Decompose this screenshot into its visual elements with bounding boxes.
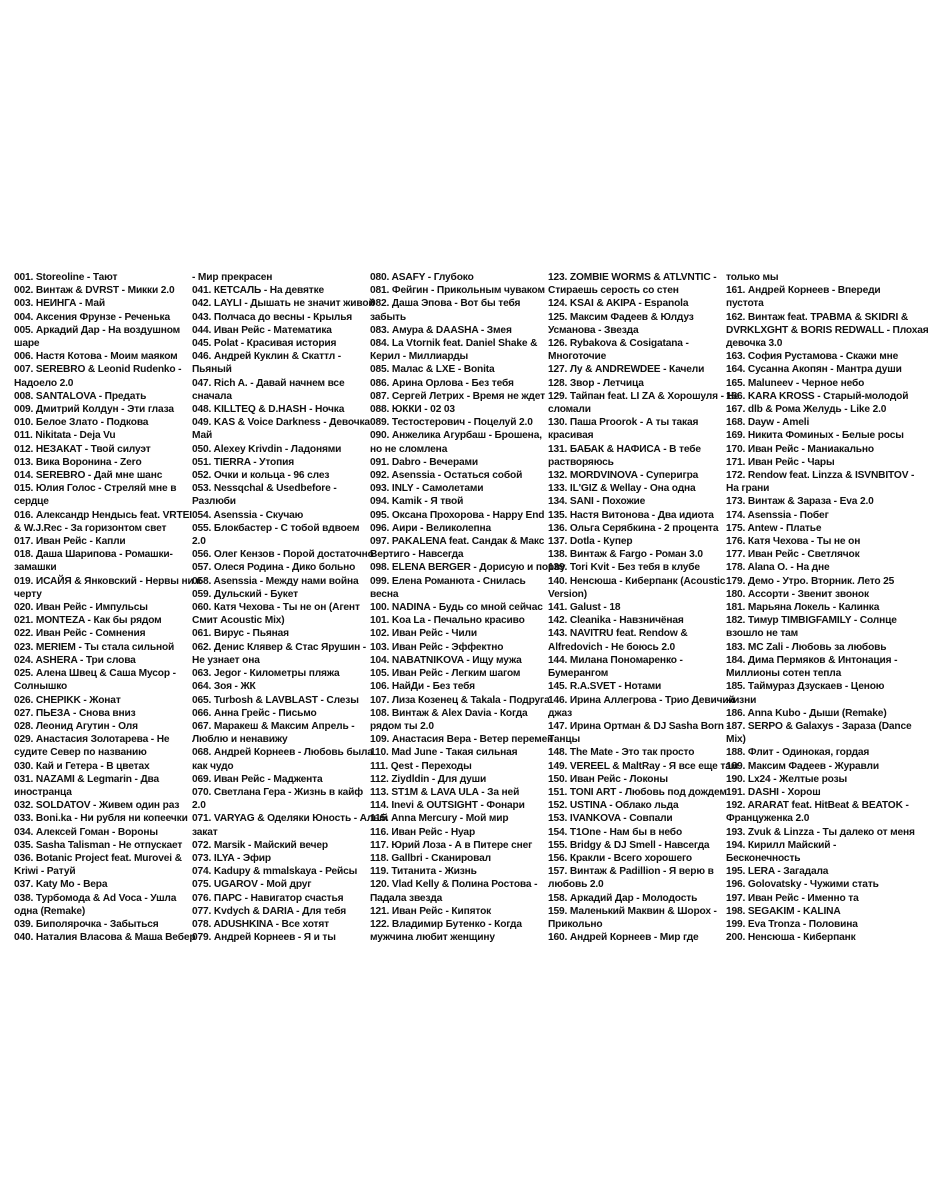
track-line: 144. Милана Пономаренко - [548,654,683,666]
track-line: красивая [548,430,594,442]
track-line: забыть [370,311,406,323]
track-line: - Мир прекрасен [192,272,273,283]
track-line: 175. Antew - Платье [726,522,822,534]
track-line: Version) [548,588,587,600]
track-line: 067. Маракеш & Максим Апрель - [192,720,355,732]
track-line: 097. PAKALENA feat. Сандак & Макс [370,536,545,548]
track-line: 135. Настя Витонова - Два идиота [548,509,714,521]
track-line: 119. Титанита - Жизнь [370,866,477,878]
track-line: 129. Тайпан feat. LI ZA & Хорошуля - Не [548,390,740,402]
track-line: 132. MORDVINOVA - Суперигра [548,470,699,482]
track-line: 141. Galust - 18 [548,602,621,614]
track-line: Солнышко [14,681,68,693]
track-line: 163. София Рустамова - Скажи мне [726,351,899,363]
track-line: 006. Настя Котова - Моим маяком [14,351,178,363]
track-line: 177. Иван Рейс - Светлячок [726,549,860,561]
track-line: 038. Турбомода & Ad Voca - Ушла [14,892,177,904]
track-line: 044. Иван Рейс - Математика [192,324,332,336]
track-line: одна (Remake) [14,905,86,917]
track-line: Стираешь серость со стен [548,285,679,297]
track-line: шаре [14,338,40,350]
track-line: 053. Nessqchal & Usedbefore - [192,483,337,495]
track-line: 070. Светлана Гера - Жизнь в кайф [192,786,364,798]
track-line: 057. Олеся Родина - Дико больно [192,562,356,574]
track-line: 090. Анжелика Агурбаш - Брошена, [370,430,542,442]
track-line: 116. Иван Рейс - Нуар [370,826,476,838]
track-line: 156. Кракли - Всего хорошего [548,852,692,864]
track-line: 170. Иван Рейс - Маниакально [726,443,874,455]
track-line: 084. La Vtornik feat. Daniel Shake & [370,338,538,350]
track-line: 147. Ирина Ортман & DJ Sasha Born - [548,720,730,732]
track-line: 188. Флит - Одинокая, гордая [726,747,870,759]
track-line: Надоело 2.0 [14,377,74,389]
track-line: 136. Ольга Серябкина - 2 процента [548,522,719,534]
track-line: 128. Звор - Летчица [548,377,644,389]
track-line: 027. ПЬЕЗА - Снова вниз [14,707,136,719]
track-line: 125. Максим Фадеев & Юлдуз [548,311,694,323]
track-line: 022. Иван Рейс - Сомнения [14,628,146,640]
track-line: 012. НЕЗАКАТ - Твой силуэт [14,443,151,455]
track-line: закат [192,826,218,838]
track-line: 183. MC Zali - Любовь за любовь [726,641,887,653]
track-line: 040. Наталия Власова & Маша Вебер [14,932,196,944]
track-line: 066. Анна Грейс - Письмо [192,707,317,719]
track-line: только мы [726,272,779,283]
track-line: 074. Kadupy & mmalskaya - Рейсы [192,866,358,878]
track-line: 096. Аири - Великолепна [370,522,492,534]
track-line: сердце [14,496,49,508]
track-line: 021. MONTEZA - Как бы рядом [14,615,162,627]
track-line: 078. ADUSHKINA - Все хотят [192,918,330,930]
track-line: 2.0 [192,536,206,548]
track-line: 009. Дмитрий Колдун - Эти глаза [14,404,174,416]
track-line: 161. Андрей Корнеев - Впереди [726,285,881,297]
track-line: 002. Винтаж & DVRST - Микки 2.0 [14,285,175,297]
track-line: 034. Алексей Гоман - Вороны [14,826,158,838]
track-line: 191. DASHI - Хорош [726,786,821,798]
track-line: 120. Vlad Kelly & Полина Ростова - [370,879,538,891]
track-line: 123. ZOMBIE WORMS & ATLVNTIC - [548,272,717,283]
track-line: 014. SEREBRO - Дай мне шанс [14,470,163,482]
track-line: 149. VEREEL & MaltRay - Я все еще там [548,760,739,772]
track-line: Май [192,430,213,442]
track-line: 077. Kvdych & DARIA - Для тебя [192,905,347,917]
track-line: 050. Alexey Krivdin - Ладонями [192,443,342,455]
track-line: 160. Андрей Корнеев - Мир где [548,932,699,944]
track-line: 039. Биполярочка - Забыться [14,918,159,930]
track-line: Бесконечность [726,852,801,864]
track-line: 004. Аксения Фрунзе - Реченька [14,311,170,323]
track-line: 194. Кирилл Майский - [726,839,837,851]
track-line: 148. The Mate - Это так просто [548,747,695,759]
track-line: 045. Polat - Красивая история [192,338,337,350]
track-line: 186. Anna Kubo - Дыши (Remake) [726,707,887,719]
track-line: Вертиго - Навсегда [370,549,464,561]
track-line: 199. Eva Tronza - Половина [726,918,858,930]
track-line: 195. LERA - Загадала [726,866,829,878]
track-line: 089. Тестостерович - Поцелуй 2.0 [370,417,533,429]
track-line: Пьяный [192,364,232,376]
track-line: 197. Иван Рейс - Именно та [726,892,859,904]
track-line: 155. Bridgy & DJ Smell - Навсегда [548,839,710,851]
track-line: Прикольно [548,918,603,930]
track-line: 048. KILLTEQ & D.HASH - Ночка [192,404,345,416]
track-line: 091. Dabro - Вечерами [370,456,479,468]
track-line: 151. TONI ART - Любовь под дождем [548,786,727,798]
track-line: 083. Амура & DAASHA - Змея [370,324,512,336]
track-line: 159. Маленький Маквин & Шорох - [548,905,717,917]
track-line: 193. Zvuk & Linzza - Ты далеко от меня [726,826,915,838]
track-line: иностранца [14,786,72,798]
track-line: Люблю и ненавижу [192,734,288,746]
track-line: 094. Kamik - Я твой [370,496,464,508]
track-line: 095. Оксана Прохорова - Happy End [370,509,545,521]
track-line: 143. NAVITRU feat. Rendow & [548,628,688,640]
track-line: 098. ELENA BERGER - Дорисую и порву [370,562,566,574]
track-list-page [14,271,929,944]
track-line: 052. Очки и кольца - 96 слез [192,470,330,482]
track-column-5 [726,271,929,944]
track-line: 196. Golovatsky - Чужими стать [726,879,879,891]
track-line: Разлюби [192,496,236,508]
track-line: судите Север по названию [14,747,147,759]
track-line: 072. Marsik - Майский вечер [192,839,328,851]
track-line: 020. Иван Рейс - Импульсы [14,602,148,614]
track-line: 171. Иван Рейс - Чары [726,456,835,468]
track-line: 165. Maluneev - Черное небо [726,377,865,389]
track-line: как чудо [192,760,234,772]
track-line: 032. SOLDATOV - Живем один раз [14,800,180,812]
track-line: 178. Alana O. - На дне [726,562,830,574]
track-line: 003. НЕИНГА - Май [14,298,106,310]
track-line: 005. Аркадий Дар - На воздушном [14,324,181,336]
track-line: 080. ASAFY - Глубоко [370,272,474,283]
track-line: 071. VARYAG & Оделяки Юность - Алый [192,813,388,825]
track-line: 001. Storeoline - Тают [14,272,118,283]
track-line: Mix) [726,734,746,746]
track-line: 117. Юрий Лоза - А в Питере снег [370,839,533,851]
track-line: 169. Никита Фоминых - Белые росы [726,430,904,442]
track-line: 029. Анастасия Золотарева - Не [14,734,170,746]
track-line: 046. Андрей Куклин & Скаттл - [192,351,341,363]
track-line: 007. SEREBRO & Leonid Rudenko - [14,364,182,376]
track-line: 099. Елена Романюта - Снилась [370,575,526,587]
track-line: растворяюсь [548,456,614,468]
track-line: 115. Anna Mercury - Мой мир [370,813,509,825]
track-line: 061. Вирус - Пьяная [192,628,289,640]
track-line: 200. Ненсюша - Киберпанк [726,932,856,944]
track-line: 192. ARARAT feat. HitBeat & BEATOK - [726,800,909,812]
track-line: 019. ИСАЙЯ & Янковский - Нервы ни к [14,575,202,587]
track-line: 065. Turbosh & LAVBLAST - Слезы [192,694,359,706]
track-line: 138. Винтаж & Fargo - Роман 3.0 [548,549,703,561]
track-line: 139. Tori Kvit - Без тебя в клубе [548,562,700,574]
track-line: 153. IVANKOVA - Совпали [548,813,673,825]
track-line: 059. Дульский - Букет [192,588,298,600]
track-line: 023. MERIEM - Ты стала сильной [14,641,175,653]
track-line: 047. Rich A. - Давай начнем все [192,377,345,389]
track-line: 185. Таймураз Дзускаев - Ценою [726,681,885,693]
track-line: 179. Демо - Утро. Вторник. Лето 25 [726,575,895,587]
track-line: 145. R.A.SVET - Нотами [548,681,662,693]
track-line: 030. Кай и Гетера - В цветах [14,760,150,772]
track-line: Kriwi - Ратуй [14,866,76,878]
track-line: Не узнает она [192,654,260,666]
track-line: 190. Lx24 - Желтые розы [726,773,848,785]
track-line: 042. LAYLI - Дышать не значит живой [192,298,375,310]
track-line: весна [370,588,399,600]
track-line: 140. Ненсюша - Киберпанк (Acoustic [548,575,726,587]
track-line: Француженка 2.0 [726,813,810,825]
track-line: 2.0 [192,800,206,812]
track-line: 060. Катя Чехова - Ты не он (Агент [192,602,360,614]
track-line: 131. БАБАК & НАФИСА - В тебе [548,443,701,455]
track-line: 051. TIERRA - Утопия [192,456,295,468]
track-line: Керил - Миллиарды [370,351,469,363]
track-line: Смит Acoustic Mix) [192,615,285,627]
track-line: 126. Rybakova & Cosigatana - [548,338,689,350]
track-line: 104. NABATNIKOVA - Ищу мужа [370,654,522,666]
track-line: джаз [548,707,573,719]
track-line: сломали [548,404,591,416]
track-line: 093. INLY - Самолетами [370,483,484,495]
track-line: Alfredovich - Не боюсь 2.0 [548,641,676,653]
track-line: 088. ЮККИ - 02 03 [370,404,455,416]
track-line: 182. Тимур TIMBIGFAMILY - Солнце [726,615,897,627]
track-line: замашки [14,562,57,574]
track-line: 087. Сергей Летрих - Время не ждет [370,390,545,402]
track-column-1 [14,271,202,944]
track-line: DVRKLXGHT & BORIS REDWALL - Плохая [726,324,929,336]
track-line: Бумерангом [548,668,609,680]
track-line: 079. Андрей Корнеев - Я и ты [192,932,336,944]
track-line: 176. Катя Чехова - Ты не он [726,536,861,548]
track-line: пустота [726,298,764,310]
track-line: 166. KARA KROSS - Старый-молодой [726,390,909,402]
track-line: 167. dlb & Рома Желудь - Like 2.0 [726,404,887,416]
track-line: Миллионы сотен тепла [726,668,842,680]
track-line: 146. Ирина Аллегрова - Трио Девичий [548,694,735,706]
track-line: 109. Анастасия Вера - Ветер перемен [370,734,554,746]
track-line: 118. Gallbri - Сканировал [370,852,491,864]
track-line: 152. USTINA - Облако льда [548,800,679,812]
track-line: 154. T1One - Нам бы в небо [548,826,683,838]
track-line: 092. Asenssia - Остаться собой [370,470,523,482]
track-line: 122. Владимир Бутенко - Когда [370,918,522,930]
track-line: На грани [726,483,770,495]
track-line: 018. Даша Шарипова - Ромашки- [14,549,173,561]
track-line: 015. Юлия Голос - Стреляй мне в [14,483,177,495]
track-line: Танцы [548,734,581,746]
track-line: рядом ты 2.0 [370,720,434,732]
track-line: любовь 2.0 [548,879,604,891]
track-line: девочка 3.0 [726,338,783,350]
track-line: 056. Олег Кензов - Порой достаточно [192,549,374,561]
track-line: Падала звезда [370,892,443,904]
track-line: 010. Белое Злато - Подкова [14,417,149,429]
track-line: 110. Mad June - Такая сильная [370,747,518,759]
track-line: 076. ПАРС - Навигатор счастья [192,892,344,904]
track-line: 054. Asenssia - Скучаю [192,509,304,521]
track-line: 037. Katy Mo - Вера [14,879,108,891]
track-line: 137. Dotla - Купер [548,536,633,548]
track-line: 164. Сусанна Акопян - Мантра души [726,364,902,376]
track-line: 113. ST1M & LAVA ULA - За ней [370,786,520,798]
track-line: 101. Koa La - Печально красиво [370,615,525,627]
track-line: & W.J.Rec - За горизонтом свет [14,522,167,534]
track-line: 008. SANTALOVA - Предать [14,390,147,402]
track-line: 064. Зоя - ЖК [192,681,256,693]
track-line: 073. ILYA - Эфир [192,852,271,864]
track-line: 085. Малас & LXE - Bonita [370,364,495,376]
track-line: 103. Иван Рейс - Эффектно [370,641,504,653]
track-line: 049. KAS & Voice Darkness - Девочка [192,417,370,429]
track-line: жизни [726,694,757,706]
track-line: 033. Boni.ka - Ни рубля ни копеечки [14,813,188,825]
track-line: 168. Dayw - Ameli [726,417,810,429]
track-line: Усманова - Звезда [548,324,639,336]
track-line: 172. Rendow feat. Linzza & ISVNBITOV - [726,470,915,482]
track-line: 063. Jegor - Километры пляжа [192,668,340,680]
track-line: 105. Иван Рейс - Легким шагом [370,668,521,680]
track-line: 189. Максим Фадеев - Журавли [726,760,879,772]
track-line: 069. Иван Рейс - Маджента [192,773,323,785]
track-line: 111. Qest - Переходы [370,760,472,772]
track-line: 124. KSAI & AKIPA - Espanola [548,298,689,310]
track-line: 017. Иван Рейс - Капли [14,536,126,548]
track-line: 121. Иван Рейс - Кипяток [370,905,492,917]
track-line: 011. Nikitata - Deja Vu [14,430,116,442]
track-line: 058. Asenssia - Между нами война [192,575,359,587]
track-line: 112. Ziydldin - Для души [370,773,487,785]
track-line: Многоточие [548,351,607,363]
track-line: взошло не там [726,628,799,640]
track-line: 180. Ассорти - Звенит звонок [726,588,869,600]
track-line: 086. Арина Орлова - Без тебя [370,377,514,389]
track-line: 157. Винтаж & Padillion - Я верю в [548,866,714,878]
track-line: 173. Винтаж & Зараза - Eva 2.0 [726,496,874,508]
track-line: 181. Марьяна Локель - Калинка [726,602,880,614]
track-line: 102. Иван Рейс - Чили [370,628,477,640]
track-line: 041. КЕТСАЛЬ - На девятке [192,285,325,297]
track-line: 100. NADINA - Будь со мной сейчас [370,602,543,614]
track-line: 055. Блокбастер - С тобой вдвоем [192,522,360,534]
track-line: 107. Лиза Козенец & Takala - Подруга [370,694,550,706]
track-line: 025. Алена Швец & Саша Мусор - [14,668,176,680]
track-line: 075. UGAROV - Мой друг [192,879,312,891]
track-line: 142. Cleanika - Навзничёная [548,615,684,627]
track-line: 028. Леонид Агутин - Оля [14,720,138,732]
track-line: 043. Полчаса до весны - Крылья [192,311,353,323]
track-line: 130. Паша Proorok - А ты такая [548,417,699,429]
track-line: 127. Лу & ANDREWDEE - Качели [548,364,705,376]
track-line: 114. Inevi & OUTSIGHT - Фонари [370,800,525,812]
track-line: но не сломлена [370,443,448,455]
track-line: 031. NAZAMI & Legmarin - Два [14,773,160,785]
track-line: 162. Винтаж feat. ТРАВМА & SKIDRI & [726,311,909,323]
track-line: 134. SANI - Похожие [548,496,646,508]
track-line: 081. Фейгин - Прикольным чуваком [370,285,545,297]
track-line: мужчина любит женщину [370,932,495,944]
track-line: 016. Александр Нендысь feat. VRTEI [14,509,192,521]
track-line: 026. CHEPIKK - Жонат [14,694,121,706]
track-line: 106. НайДи - Без тебя [370,681,475,693]
track-line: 082. Даша Эпова - Вот бы тебя [370,298,521,310]
track-line: 150. Иван Рейс - Локоны [548,773,668,785]
track-line: сначала [192,390,232,402]
track-line: 108. Винтаж & Alex Davia - Когда [370,707,528,719]
track-line: 068. Андрей Корнеев - Любовь была [192,747,373,759]
track-line: 198. SEGAKIM - KALINA [726,905,841,917]
track-line: черту [14,588,42,600]
track-line: 187. SERPO & Galaxys - Зараза (Dance [726,720,912,732]
track-line: 062. Денис Клявер & Стас Ярушин - [192,641,367,653]
track-line: 036. Botanic Project feat. Murovei & [14,852,182,864]
track-line: 133. IL'GIZ & Wellay - Она одна [548,483,696,495]
track-line: 013. Вика Воронина - Zero [14,456,142,468]
track-line: 174. Asenssia - Побег [726,509,829,521]
track-line: 184. Дима Пермяков & Интонация - [726,654,898,666]
track-line: 024. ASHERA - Три слова [14,654,136,666]
track-line: 035. Sasha Talisman - Не отпускает [14,839,183,851]
track-line: 158. Аркадий Дар - Молодость [548,892,698,904]
